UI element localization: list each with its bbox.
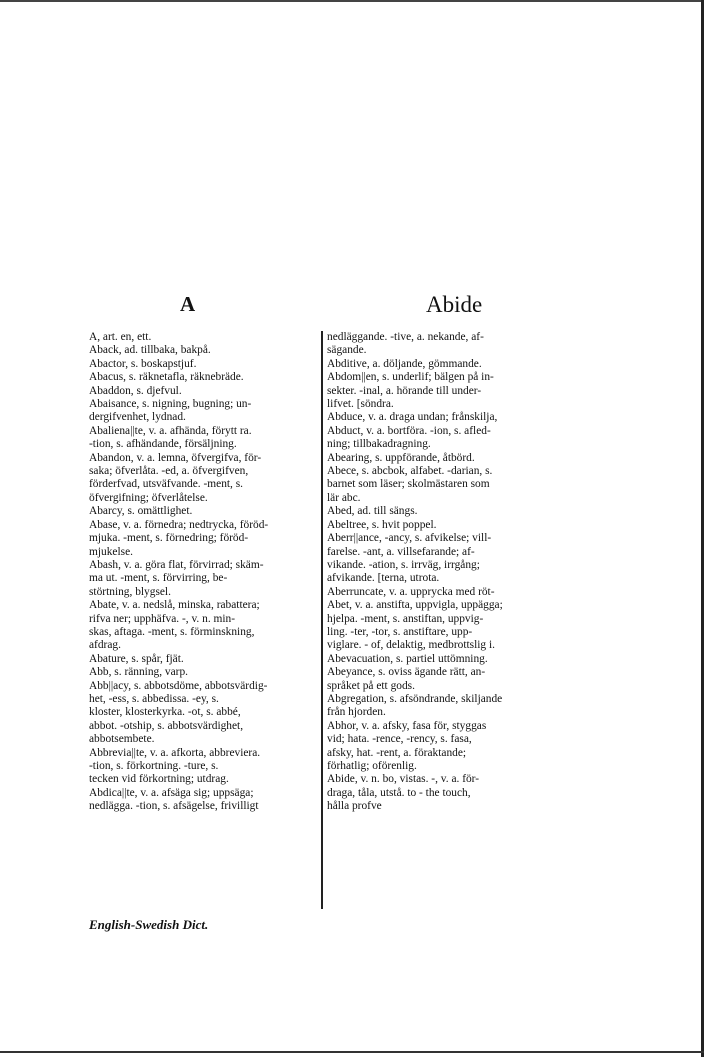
- dictionary-line: abbot. -otship, s. abbotsvärdighet,: [89, 719, 244, 732]
- dictionary-line: vid; hata. -rence, -rency, s. fasa,: [327, 733, 472, 746]
- dictionary-line: Abhor, v. a. afsky, fasa för, styggas: [327, 719, 487, 732]
- dictionary-line: Abb, s. ränning, varp.: [89, 666, 189, 679]
- dictionary-line: rifva ner; upphäfva. -, v. n. min-: [89, 612, 236, 625]
- dictionary-line: Abactor, s. boskapstjuf.: [89, 357, 197, 370]
- dictionary-line: Abeyance, s. oviss ägande rätt, an-: [327, 666, 486, 679]
- dictionary-line: Abdom||en, s. underlif; bälgen på in-: [327, 371, 494, 384]
- dictionary-line: Abdica||te, v. a. afsäga sig; uppsäga;: [89, 786, 254, 799]
- dictionary-line: kloster, klosterkyrka. -ot, s. abbé,: [89, 706, 241, 719]
- running-head-right: Abide: [426, 292, 483, 317]
- dictionary-line: afdrag.: [89, 639, 121, 652]
- dictionary-line: Aberr||ance, -ancy, s. afvikelse; vill-: [327, 532, 492, 545]
- dictionary-line: Abduct, v. a. bortföra. -ion, s. afled-: [327, 424, 491, 437]
- dictionary-line: hjelpa. -ment, s. anstiftan, uppvig-: [327, 612, 484, 625]
- dictionary-line: mjuka. -ment, s. förnedring; föröd-: [89, 532, 249, 545]
- dictionary-line: nedläggande. -tive, a. nekande, af-: [327, 331, 484, 343]
- dictionary-line: Abearing, s. uppförande, åtbörd.: [327, 451, 475, 464]
- dictionary-line: Abide, v. n. bo, vistas. -, v. a. för-: [327, 773, 480, 786]
- dictionary-line: Abece, s. abcbok, alfabet. -darian, s.: [327, 465, 493, 478]
- dictionary-line: Abaisance, s. nigning, bugning; un-: [89, 398, 252, 411]
- dictionary-line: förderfvad, utsväfvande. -ment, s.: [89, 478, 244, 491]
- dictionary-line: Abgregation, s. afsöndrande, skiljande: [327, 692, 503, 705]
- dictionary-line: Abb||acy, s. abbotsdöme, abbotsvärdig-: [89, 679, 268, 692]
- dictionary-line: tecken vid förkortning; utdrag.: [89, 773, 229, 786]
- dictionary-line: nedlägga. -tion, s. afsägelse, frivilligt: [89, 800, 259, 813]
- dictionary-line: Abeltree, s. hvit poppel.: [327, 518, 437, 531]
- dictionary-line: Abaddon, s. djefvul.: [89, 384, 182, 397]
- page-edge-bottom: [0, 1051, 704, 1053]
- dictionary-line: Abet, v. a. anstifta, uppvigla, uppägga;: [327, 599, 503, 612]
- dictionary-line: Abate, v. a. nedslå, minska, rabattera;: [89, 599, 260, 612]
- dictionary-line: farelse. -ant, a. villsefarande; af-: [327, 545, 475, 558]
- dictionary-line: sekter. -inal, a. hörande till under-: [327, 384, 482, 397]
- dictionary-line: Abduce, v. a. draga undan; frånskilja,: [327, 411, 498, 424]
- dictionary-line: Abditive, a. döljande, gömmande.: [327, 357, 482, 370]
- dictionary-line: ning; tillbakadragning.: [327, 438, 431, 451]
- column-divider: [321, 331, 323, 909]
- dictionary-line: Abarcy, s. omättlighet.: [89, 505, 193, 518]
- left-column: [89, 331, 319, 814]
- dictionary-line: från hjorden.: [327, 706, 386, 719]
- dictionary-line: afvikande. [terna, utrota.: [327, 572, 440, 585]
- dictionary-line: hålla profve: [327, 800, 382, 813]
- dictionary-line: ma ut. -ment, s. förvirring, be-: [89, 572, 228, 585]
- running-head-left: A: [180, 292, 196, 316]
- dictionary-line: het, -ess, s. abbedissa. -ey, s.: [89, 692, 219, 705]
- dictionary-line: Abash, v. a. göra flat, förvirrad; skäm-: [89, 558, 264, 571]
- dictionary-line: Abandon, v. a. lemna, öfvergifva, för-: [89, 451, 262, 464]
- dictionary-line: ling. -ter, -tor, s. anstiftare, upp-: [327, 625, 473, 638]
- dictionary-line: Aback, ad. tillbaka, bakpå.: [89, 344, 211, 357]
- right-column: [327, 331, 585, 814]
- dictionary-line: lär abc.: [327, 491, 361, 504]
- dictionary-line: draga, tåla, utstå. to - the touch,: [327, 786, 471, 799]
- dictionary-line: -tion, s. förkortning. -ture, s.: [89, 760, 219, 772]
- dictionary-line: lifvet. [söndra.: [327, 398, 394, 411]
- dictionary-line: saka; öfverlåta. -ed, a. öfvergifven,: [89, 465, 249, 478]
- dictionary-line: abbotsembete.: [89, 733, 155, 746]
- dictionary-line: -tion, s. afhändande, försäljning.: [89, 438, 237, 451]
- dictionary-line: viglare. - of, delaktig, medbrottslig i.: [327, 639, 495, 652]
- dictionary-line: förhatlig; oförenlig.: [327, 760, 417, 772]
- dictionary-line: mjukelse.: [89, 545, 133, 558]
- dictionary-line: Abed, ad. till sängs.: [327, 505, 418, 518]
- footer-signature: English-Swedish Dict.: [89, 917, 209, 932]
- dictionary-line: A, art. en, ett.: [89, 331, 152, 343]
- dictionary-line: afsky, hat. -rent, a. föraktande;: [327, 746, 467, 759]
- dictionary-line: Abase, v. a. förnedra; nedtrycka, föröd-: [89, 518, 269, 531]
- dictionary-line: Abaliena||te, v. a. afhända, förytt ra.: [89, 424, 252, 437]
- dictionary-line: Abbrevia||te, v. a. afkorta, abbreviera.: [89, 746, 261, 759]
- dictionary-line: sägande.: [327, 344, 367, 357]
- dictionary-line: störtning, blygsel.: [89, 585, 171, 598]
- dictionary-line: dergifvenhet, lydnad.: [89, 411, 186, 424]
- dictionary-line: öfvergifning; öfverlåtelse.: [89, 491, 208, 504]
- dictionary-line: skas, aftaga. -ment, s. förminskning,: [89, 625, 255, 638]
- page-edge-top: [0, 0, 704, 2]
- dictionary-line: Abevacuation, s. partiel uttömning.: [327, 652, 488, 665]
- dictionary-line: Aberruncate, v. a. upprycka med röt-: [327, 585, 495, 598]
- dictionary-line: barnet som läser; skolmästaren som: [327, 478, 490, 491]
- dictionary-line: Abature, s. spår, fjät.: [89, 652, 184, 665]
- dictionary-line: Abacus, s. räknetafla, räknebräde.: [89, 371, 244, 384]
- dictionary-line: språket på ett gods.: [327, 679, 415, 692]
- dictionary-line: vikande. -ation, s. irrväg, irrgång;: [327, 558, 480, 571]
